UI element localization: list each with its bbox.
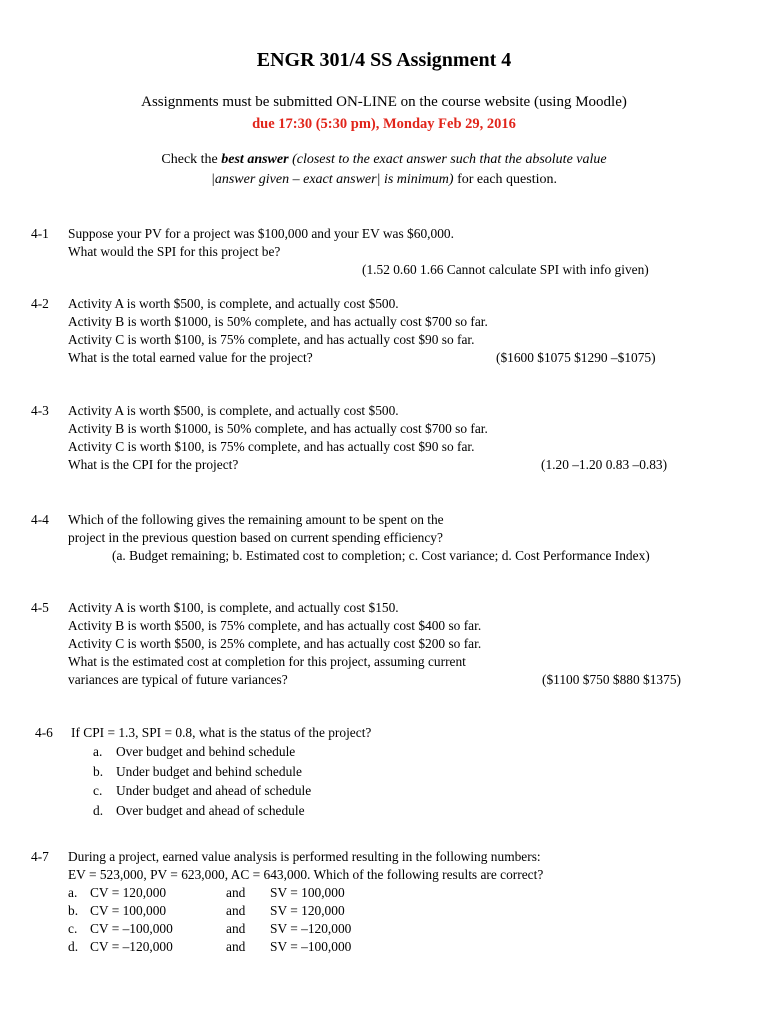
option-letter: c. <box>93 783 103 798</box>
question-line: Activity B is worth $1000, is 50% complete, and has actually cost $700 so far. <box>68 421 488 436</box>
option-text: Over budget and ahead of schedule <box>116 802 305 818</box>
question-number: 4-7 <box>31 849 49 864</box>
question-line: What is the CPI for the project? <box>68 457 239 472</box>
and-label: and <box>226 903 246 918</box>
question-number: 4-4 <box>31 512 49 527</box>
question-number: 4-1 <box>31 226 49 241</box>
question-line: Activity B is worth $1000, is 50% complete, and has actually cost $700 so far. <box>68 314 488 329</box>
question-number: 4-3 <box>31 403 49 418</box>
option-a <box>71 743 731 763</box>
option-a <box>68 884 728 902</box>
instructions <box>0 150 768 190</box>
check-italic-2: |answer given – exact answer| is minimum) <box>211 172 454 187</box>
question-number: 4-2 <box>31 296 49 311</box>
cv-value: CV = –120,000 <box>90 939 173 954</box>
sv-value: SV = 120,000 <box>270 903 345 918</box>
best-answer-label: best answer <box>221 152 289 167</box>
question-line: Activity A is worth $500, is complete, and actually cost $500. <box>68 403 399 418</box>
answer-choices: (1.52 0.60 1.66 Cannot calculate SPI with info given) <box>362 262 649 277</box>
question-line: Activity C is worth $100, is 75% complete, and has actually cost $90 so far. <box>68 332 475 347</box>
answer-choices: (a. Budget remaining; b. Estimated cost to completion; c. Cost variance; d. Cost Performance Index) <box>112 548 650 563</box>
answer-choices: ($1100 $750 $880 $1375) <box>542 672 681 687</box>
option-d <box>71 802 731 822</box>
option-c <box>71 782 731 802</box>
question-line: variances are typical of future variances? <box>68 672 288 687</box>
page-title: ENGR 301/4 SS Assignment 4 <box>256 49 512 71</box>
option-letter: a. <box>93 744 103 759</box>
answer-choices: (1.20 –1.20 0.83 –0.83) <box>541 457 668 472</box>
option-text: Under budget and ahead of schedule <box>116 783 312 798</box>
option-letter: b. <box>93 763 104 779</box>
question-line: project in the previous question based on current spending efficiency? <box>68 530 443 545</box>
question-line: Activity A is worth $100, is complete, and actually cost $150. <box>68 600 399 615</box>
check-italic-1: (closest to the exact answer such that the absolute value <box>288 152 607 167</box>
sv-value: SV = 100,000 <box>270 885 345 900</box>
question-line: EV = 523,000, PV = 623,000, AC = 643,000. Which of the following results are correct? <box>68 867 544 882</box>
question-line: What would the SPI for this project be? <box>68 244 281 259</box>
submission-note: Assignments must be submitted ON-LINE on the course website (using Moodle) <box>141 94 627 110</box>
and-label: and <box>226 939 246 954</box>
option-letter: b. <box>68 903 79 918</box>
option-letter: d. <box>93 802 104 818</box>
question-line: Activity A is worth $500, is complete, and actually cost $500. <box>68 296 399 311</box>
question-number: 4-6 <box>35 725 53 740</box>
option-text: Under budget and behind schedule <box>116 763 302 779</box>
option-text: Over budget and behind schedule <box>116 744 296 759</box>
and-label: and <box>226 885 246 900</box>
answer-choices: ($1600 $1075 $1290 –$1075) <box>496 350 656 365</box>
option-b <box>71 763 731 783</box>
question-line: If CPI = 1.3, SPI = 0.8, what is the status of the project? <box>71 725 372 740</box>
option-c <box>68 920 728 938</box>
sv-value: SV = –100,000 <box>270 939 352 954</box>
question-line: During a project, earned value analysis is performed resulting in the following numbers: <box>68 849 541 864</box>
question-line: Activity B is worth $500, is 75% complete, and has actually cost $400 so far. <box>68 618 482 633</box>
due-date: due 17:30 (5:30 pm), Monday Feb 29, 2016 <box>252 116 516 132</box>
option-letter: a. <box>68 885 78 900</box>
and-label: and <box>226 921 246 936</box>
question-line: Activity C is worth $500, is 25% complete, and has actually cost $200 so far. <box>68 636 482 651</box>
check-prefix: Check the <box>161 152 222 167</box>
cv-value: CV = 120,000 <box>90 885 167 900</box>
question-number: 4-5 <box>31 600 49 615</box>
cv-value: CV = –100,000 <box>90 921 173 936</box>
sv-value: SV = –120,000 <box>270 921 352 936</box>
question-line: What is the estimated cost at completion for this project, assuming current <box>68 654 466 669</box>
question-line: What is the total earned value for the project? <box>68 350 313 365</box>
question-line: Activity C is worth $100, is 75% complete, and has actually cost $90 so far. <box>68 439 475 454</box>
option-b <box>68 902 728 920</box>
option-d <box>68 938 728 956</box>
question-line: Suppose your PV for a project was $100,000 and your EV was $60,000. <box>68 226 454 241</box>
check-suffix: for each question. <box>453 172 557 187</box>
question-line: Which of the following gives the remaining amount to be spent on the <box>68 512 444 527</box>
cv-value: CV = 100,000 <box>90 903 167 918</box>
option-letter: c. <box>68 921 78 936</box>
option-letter: d. <box>68 939 79 954</box>
